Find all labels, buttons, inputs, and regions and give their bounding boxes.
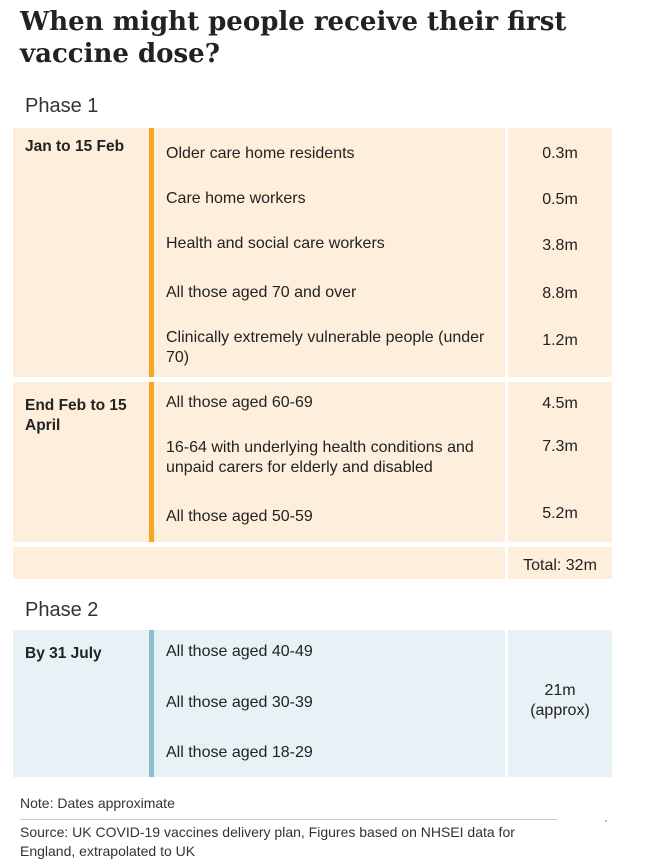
group-row-value: 0.3m bbox=[542, 145, 578, 162]
phase-2-label: Phase 2 bbox=[25, 599, 99, 621]
phase-1-stripe bbox=[149, 382, 154, 542]
phase-2-stripe bbox=[149, 630, 154, 777]
group-row-label: All those aged 60-69 bbox=[166, 394, 313, 411]
group-row-value: 4.5m bbox=[542, 395, 578, 412]
phase-1-total: Total: 32m bbox=[523, 557, 597, 574]
group-row-label: All those aged 70 and over bbox=[166, 284, 357, 301]
group-row-label: Care home workers bbox=[166, 190, 306, 207]
period-label: Jan to 15 Feb bbox=[25, 138, 125, 155]
note-text: Note: Dates approximate bbox=[20, 795, 175, 811]
footer-dot bbox=[605, 820, 607, 822]
group-row-value: 8.8m bbox=[542, 285, 578, 302]
group-row-label: Older care home residents bbox=[166, 145, 355, 162]
group-row-label: All those aged 18-29 bbox=[166, 744, 313, 761]
page-title: When might people receive their first vaccine dose? bbox=[20, 7, 567, 69]
group-row-value: 5.2m bbox=[542, 505, 578, 522]
group-row-label: Clinically extremely vulnerable people (under 70) bbox=[166, 329, 485, 366]
period-label: By 31 July bbox=[25, 645, 102, 662]
group-row-label: Health and social care workers bbox=[166, 235, 385, 252]
footer-divider bbox=[20, 819, 557, 820]
phase-2-value: 21m (approx) bbox=[530, 682, 590, 719]
source-text: Source: UK COVID-19 vaccines delivery plan, Figures based on NHSEI data for England, extrapolated to UK bbox=[20, 824, 515, 859]
group-row-label: 16-64 with underlying health conditions and unpaid carers for elderly and disabled bbox=[166, 439, 474, 476]
group-row-label: All those aged 50-59 bbox=[166, 508, 313, 525]
phase-1-stripe bbox=[149, 128, 154, 377]
group-row-value: 1.2m bbox=[542, 332, 578, 349]
group-row-label: All those aged 40-49 bbox=[166, 643, 313, 660]
group-row-value: 0.5m bbox=[542, 191, 578, 208]
group-row-label: All those aged 30-39 bbox=[166, 694, 313, 711]
group-row-value: 3.8m bbox=[542, 237, 578, 254]
period-label: End Feb to 15 April bbox=[25, 397, 127, 434]
total-band bbox=[13, 547, 505, 579]
phase-1-label: Phase 1 bbox=[25, 95, 99, 117]
group-row-value: 7.3m bbox=[542, 438, 578, 455]
